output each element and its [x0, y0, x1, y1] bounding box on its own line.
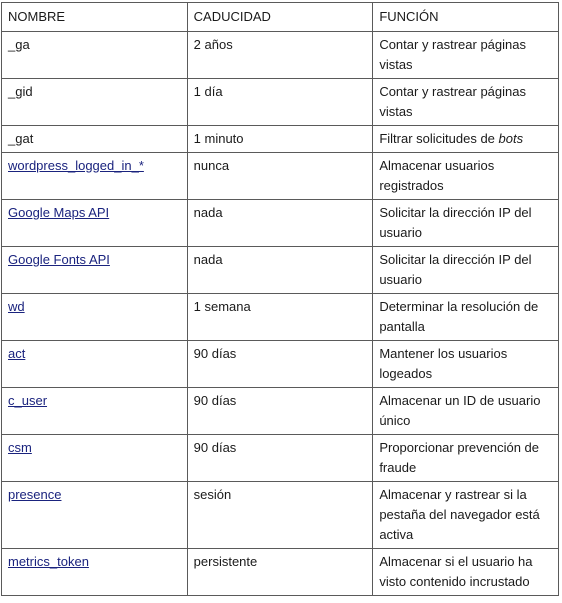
header-name: NOMBRE: [2, 3, 188, 32]
cookie-function: [373, 126, 559, 153]
cookie-name-link[interactable]: c_user: [8, 393, 48, 408]
cookie-name-link[interactable]: wordpress_logged_in_*: [8, 158, 144, 173]
cookie-name-link[interactable]: wd: [8, 299, 25, 314]
table-row: [2, 153, 559, 200]
cookie-name-cell: [2, 200, 188, 247]
cookie-expiry: nada: [187, 200, 373, 247]
cookie-name-cell: [2, 153, 188, 200]
cookie-expiry: 1 semana: [187, 294, 373, 341]
table-row: [2, 32, 559, 79]
cookie-name-cell: [2, 32, 188, 79]
cookie-function: Mantener los usuarios logeados: [373, 341, 559, 388]
cookie-expiry: persistente: [187, 549, 373, 596]
cookie-function: Almacenar si el usuario ha visto contenido incrustado: [373, 549, 559, 596]
cookie-name-link[interactable]: Google Maps API: [8, 205, 110, 220]
cookie-name-cell: [2, 79, 188, 126]
cookie-function: Almacenar un ID de usuario único: [373, 388, 559, 435]
cookie-function-emphasis: bots: [498, 131, 524, 146]
cookie-name-cell: [2, 549, 188, 596]
cookie-name-cell: [2, 247, 188, 294]
header-function: FUNCIÓN: [373, 3, 559, 32]
cookie-function-text: Filtrar solicitudes de: [379, 131, 499, 146]
cookie-expiry: nunca: [187, 153, 373, 200]
cookie-name-cell: [2, 294, 188, 341]
cookie-name: _ga: [8, 37, 30, 52]
table-row: [2, 482, 559, 549]
table-row: [2, 294, 559, 341]
cookie-expiry: 1 minuto: [187, 126, 373, 153]
cookie-name-link[interactable]: act: [8, 346, 26, 361]
table-row: [2, 79, 559, 126]
cookie-name-cell: [2, 388, 188, 435]
cookie-name: _gid: [8, 84, 33, 99]
table-row: [2, 200, 559, 247]
cookie-name: _gat: [8, 131, 34, 146]
cookie-function: Almacenar usuarios registrados: [373, 153, 559, 200]
cookie-name-link[interactable]: Google Fonts API: [8, 252, 110, 267]
cookie-expiry: 2 años: [187, 32, 373, 79]
cookie-function: Determinar la resolución de pantalla: [373, 294, 559, 341]
cookie-function: Contar y rastrear páginas vistas: [373, 79, 559, 126]
cookie-expiry: 90 días: [187, 388, 373, 435]
cookie-name-link[interactable]: csm: [8, 440, 32, 455]
header-expiry: CADUCIDAD: [187, 3, 373, 32]
table-row: [2, 126, 559, 153]
table-row: [2, 549, 559, 596]
cookie-expiry: sesión: [187, 482, 373, 549]
cookie-name-cell: [2, 482, 188, 549]
cookie-function: Contar y rastrear páginas vistas: [373, 32, 559, 79]
table-header-row: [2, 3, 559, 32]
cookie-expiry: nada: [187, 247, 373, 294]
cookie-function: Solicitar la dirección IP del usuario: [373, 200, 559, 247]
table-row: [2, 341, 559, 388]
cookie-name-link[interactable]: presence: [8, 487, 62, 502]
cookie-name-cell: [2, 126, 188, 153]
table-row: [2, 388, 559, 435]
table-row: [2, 247, 559, 294]
cookie-expiry: 90 días: [187, 341, 373, 388]
cookie-function: Proporcionar prevención de fraude: [373, 435, 559, 482]
table-row: [2, 435, 559, 482]
cookie-name-cell: [2, 435, 188, 482]
cookie-name-link[interactable]: metrics_token: [8, 554, 89, 569]
cookie-function: Solicitar la dirección IP del usuario: [373, 247, 559, 294]
cookie-function: Almacenar y rastrear si la pestaña del navegador está activa: [373, 482, 559, 549]
cookie-table: [1, 2, 559, 596]
cookie-expiry: 1 día: [187, 79, 373, 126]
cookie-name-cell: [2, 341, 188, 388]
cookie-expiry: 90 días: [187, 435, 373, 482]
